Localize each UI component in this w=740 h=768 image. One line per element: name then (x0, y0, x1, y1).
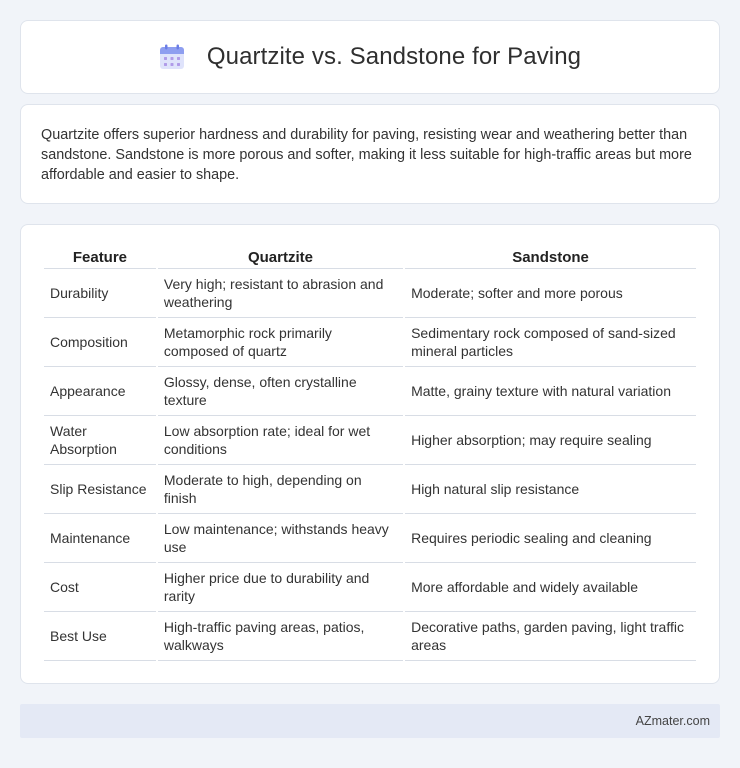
quartzite-cell: Very high; resistant to abrasion and weathering (158, 269, 403, 318)
quartzite-cell: Low maintenance; withstands heavy use (158, 514, 403, 563)
feature-cell: Maintenance (44, 514, 156, 563)
sandstone-cell: High natural slip resistance (405, 465, 696, 514)
quartzite-cell: Low absorption rate; ideal for wet conditions (158, 416, 403, 465)
header-sandstone: Sandstone (405, 245, 696, 269)
sandstone-cell: Requires periodic sealing and cleaning (405, 514, 696, 563)
table-row (44, 367, 696, 416)
quartzite-cell: Higher price due to durability and rarity (158, 563, 403, 612)
table-row (44, 465, 696, 514)
comparison-table-card (20, 224, 720, 684)
table-header-row (44, 245, 696, 269)
sandstone-cell: Moderate; softer and more porous (405, 269, 696, 318)
feature-cell: Best Use (44, 612, 156, 661)
sandstone-cell: Decorative paths, garden paving, light traffic areas (405, 612, 696, 661)
quartzite-cell: Moderate to high, depending on finish (158, 465, 403, 514)
sandstone-cell: More affordable and widely available (405, 563, 696, 612)
page-title: Quartzite vs. Sandstone for Paving (206, 43, 582, 70)
table-row (44, 563, 696, 612)
sandstone-cell: Sedimentary rock composed of sand-sized mineral particles (405, 318, 696, 367)
footer (20, 704, 720, 738)
feature-cell: Cost (44, 563, 156, 612)
sandstone-cell: Matte, grainy texture with natural variation (405, 367, 696, 416)
feature-cell: Durability (44, 269, 156, 318)
description-card (20, 104, 720, 204)
table-row (44, 416, 696, 465)
header-quartzite: Quartzite (158, 245, 403, 269)
header-feature: Feature (44, 245, 156, 269)
feature-cell: Appearance (44, 367, 156, 416)
feature-cell: Slip Resistance (44, 465, 156, 514)
table-row (44, 269, 696, 318)
title-card (20, 20, 720, 94)
quartzite-cell: Metamorphic rock primarily composed of quartz (158, 318, 403, 367)
quartzite-cell: High-traffic paving areas, patios, walkways (158, 612, 403, 661)
table-row (44, 514, 696, 563)
table-row (44, 318, 696, 367)
feature-cell: Composition (44, 318, 156, 367)
quartzite-cell: Glossy, dense, often crystalline texture (158, 367, 403, 416)
feature-cell: Water Absorption (44, 416, 156, 465)
sandstone-cell: Higher absorption; may require sealing (405, 416, 696, 465)
description-text: Quartzite offers superior hardness and durability for paving, resisting wear and weathering better than sandstone. Sandstone is more porous and softer, making it less suitable for high-traffic areas but more affordable and easier to shape. (41, 127, 692, 183)
comparison-table (42, 245, 698, 661)
calendar-icon (159, 44, 185, 70)
table-row (44, 612, 696, 661)
footer-brand[interactable]: AZmater.com (635, 714, 710, 728)
